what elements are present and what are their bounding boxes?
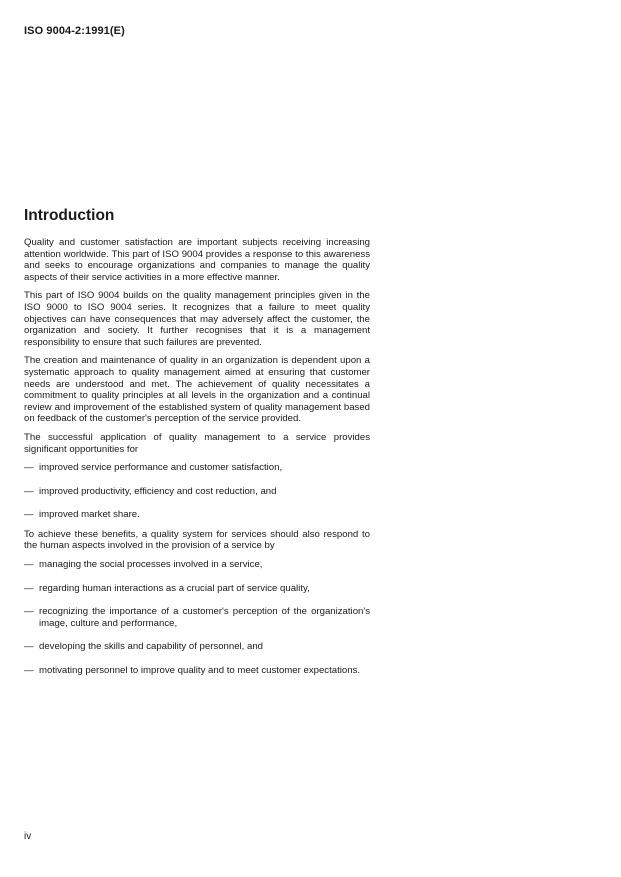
introduction-body bbox=[24, 237, 370, 685]
section-title: Introduction bbox=[24, 207, 115, 224]
list-item: — recognizing the importance of a customer's perception of the organization's image, culture and performance, bbox=[24, 606, 370, 629]
document-header: ISO 9004-2:1991(E) bbox=[24, 25, 125, 37]
list-item: — motivating personnel to improve quality and to meet customer expectations. bbox=[24, 665, 370, 677]
paragraph: To achieve these benefits, a quality system for services should also respond to the human aspects involved in the provision of a service by bbox=[24, 528, 370, 552]
paragraph: The successful application of quality management to a service provides significant opportunities for bbox=[24, 431, 370, 455]
list-item: — managing the social processes involved in a service, bbox=[24, 559, 370, 571]
list-item: — developing the skills and capability of personnel, and bbox=[24, 641, 370, 653]
page-number: iv bbox=[24, 831, 32, 842]
list-item: — regarding human interactions as a crucial part of service quality, bbox=[24, 583, 370, 595]
paragraph: The creation and maintenance of quality in an organization is dependent upon a systematic approach to quality management aimed at ensuring that customer needs are understood and met. The achievement of quality necessitates a commitment to quality principles at all levels in the organization and a continual review and improvement of the established system of quality management based on feedback of the customer's perception of the service provided. bbox=[24, 355, 370, 425]
human-aspects-list bbox=[24, 559, 370, 677]
opportunities-list bbox=[24, 462, 370, 521]
list-item: — improved service performance and customer satisfaction, bbox=[24, 462, 370, 474]
list-item: — improved productivity, efficiency and cost reduction, and bbox=[24, 486, 370, 498]
list-item: — improved market share. bbox=[24, 509, 370, 521]
paragraph: Quality and customer satisfaction are important subjects receiving increasing attention worldwide. This part of ISO 9004 provides a response to this awareness and seeks to encourage organizations and companies to manage the quality aspects of their service activities in a more effective manner. bbox=[24, 237, 370, 283]
paragraph: This part of ISO 9004 builds on the quality management principles given in the ISO 9000 to ISO 9004 series. It recognizes that a failure to meet quality objectives can have consequences that may adversely affect the customer, the organization and society. It further recognises that it is a management responsibility to ensure that such failures are prevented. bbox=[24, 290, 370, 348]
